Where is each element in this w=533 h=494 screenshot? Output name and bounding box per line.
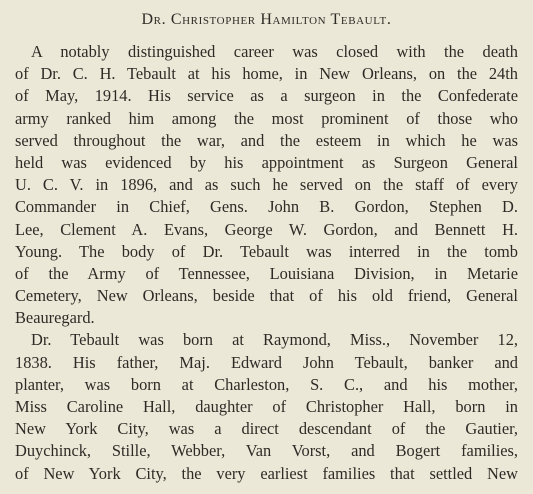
text-line: Young. The body of Dr. Tebault was interred in the tomb	[15, 241, 518, 261]
text-line: of May, 1914. His service as a surgeon in the Confederate	[15, 86, 518, 106]
article-title: Dr. Christopher Hamilton Tebault.	[141, 11, 392, 28]
text-line: Beauregard.	[15, 308, 95, 328]
text-line: Miss Caroline Hall, daughter of Christopher Hall, born in	[15, 397, 518, 416]
article-body	[15, 41, 518, 485]
text-line: army ranked him among the most prominent of those who	[15, 108, 518, 128]
text-line: Duychinck, Stille, Webber, Van Vorst, and Bogert families,	[15, 441, 518, 461]
text-line: of the Army of Tennessee, Louisiana Division, in Metarie	[15, 263, 518, 283]
text-line: of New York City, the very earliest families that settled New	[15, 463, 518, 483]
text-line: A notably distinguished career was closed with the death	[31, 42, 518, 61]
text-line: planter, was born at Charleston, S. C., and his mother,	[15, 374, 518, 394]
text-line: served throughout the war, and the esteem in which he was	[15, 130, 518, 150]
text-line: Cemetery, New Orleans, beside that of his old friend, General	[15, 286, 518, 306]
text-line: Lee, Clement A. Evans, George W. Gordon, and Bennett H.	[15, 219, 518, 239]
text-line: 1838. His father, Maj. Edward John Tebault, banker and	[15, 352, 518, 372]
text-line: held was evidenced by his appointment as Surgeon General	[15, 152, 518, 172]
text-line: U. C. V. in 1896, and as such he served on the staff of every	[15, 175, 518, 195]
text-line: New York City, was a direct descendant of the Gautier,	[15, 419, 518, 439]
text-line: Commander in Chief, Gens. John B. Gordon, Stephen D.	[15, 197, 518, 217]
text-line: Dr. Tebault was born at Raymond, Miss., November 12,	[31, 330, 518, 350]
text-line: of Dr. C. H. Tebault at his home, in New Orleans, on the 24th	[15, 64, 518, 84]
